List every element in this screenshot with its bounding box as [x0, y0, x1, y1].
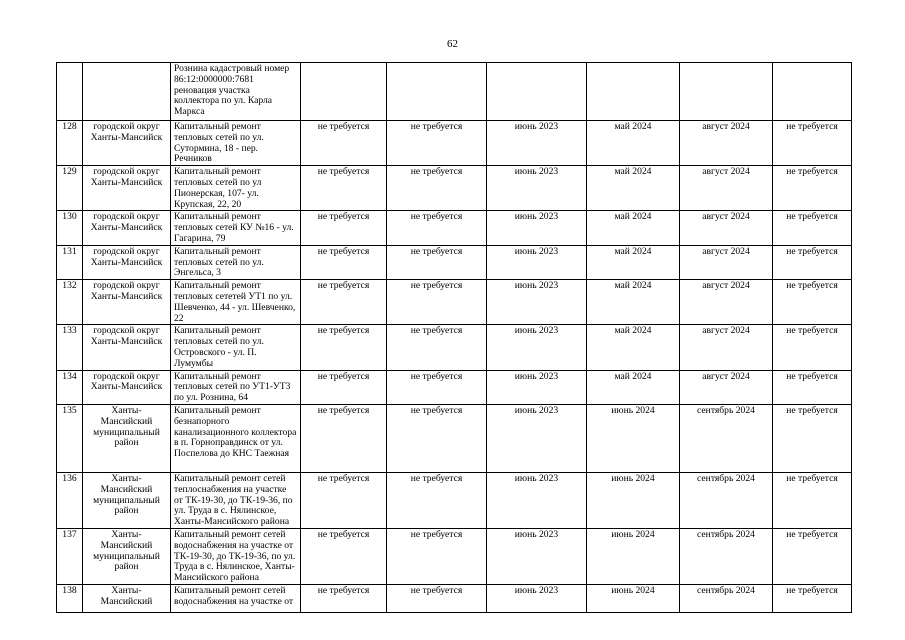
date-cell: июнь 2023	[487, 211, 587, 245]
table-cell	[680, 63, 773, 121]
approval-cell: не требуется	[387, 280, 487, 325]
approval-cell: не требуется	[301, 245, 387, 279]
district-cell: городской округ Ханты-Мансийск	[83, 121, 171, 166]
approval-cell: не требуется	[301, 528, 387, 584]
row-number: 131	[57, 245, 83, 279]
table-row	[57, 528, 852, 584]
date-cell: май 2024	[587, 121, 680, 166]
date-cell: июнь 2024	[587, 584, 680, 612]
approval-cell: не требуется	[387, 325, 487, 370]
district-cell: городской округ Ханты-Мансийск	[83, 211, 171, 245]
approval-cell: не требуется	[301, 370, 387, 404]
approval-cell: не требуется	[773, 472, 852, 528]
date-cell: июнь 2023	[487, 121, 587, 166]
date-cell: сентябрь 2024	[680, 528, 773, 584]
work-description-cell: Капитальный ремонт тепловых сетей по ул. Островского - ул. П. Лумумбы	[171, 325, 301, 370]
approval-cell: не требуется	[301, 121, 387, 166]
approval-cell: не требуется	[773, 166, 852, 211]
approval-cell: не требуется	[301, 166, 387, 211]
district-cell: городской округ Ханты-Мансийск	[83, 166, 171, 211]
approval-cell: не требуется	[387, 166, 487, 211]
approval-cell: не требуется	[387, 370, 487, 404]
approval-cell: не требуется	[773, 211, 852, 245]
table-row	[57, 584, 852, 612]
approval-cell: не требуется	[301, 584, 387, 612]
table-cell	[487, 63, 587, 121]
date-cell: сентябрь 2024	[680, 404, 773, 472]
date-cell: июнь 2023	[487, 325, 587, 370]
table-row	[57, 472, 852, 528]
district-cell	[83, 63, 171, 121]
district-cell: Ханты-Мансийский муниципальный район	[83, 404, 171, 472]
date-cell: август 2024	[680, 280, 773, 325]
date-cell: август 2024	[680, 245, 773, 279]
approval-cell: не требуется	[773, 584, 852, 612]
table-cell	[387, 63, 487, 121]
date-cell: июнь 2023	[487, 280, 587, 325]
date-cell: июнь 2024	[587, 472, 680, 528]
date-cell: август 2024	[680, 370, 773, 404]
row-number: 136	[57, 472, 83, 528]
work-description-cell: Капитальный ремонт тепловых сететей УТ1 по ул. Шевченко, 44 - ул. Шевченко, 22	[171, 280, 301, 325]
date-cell: июнь 2024	[587, 404, 680, 472]
approval-cell: не требуется	[387, 584, 487, 612]
date-cell: август 2024	[680, 325, 773, 370]
date-cell: май 2024	[587, 211, 680, 245]
approval-cell: не требуется	[773, 121, 852, 166]
district-cell: Ханты-Мансийский муниципальный район	[83, 472, 171, 528]
district-cell: Ханты-Мансийский муниципальный район	[83, 528, 171, 584]
district-cell: городской округ Ханты-Мансийск	[83, 370, 171, 404]
work-description-cell: Капитальный ремонт тепловых сетей по ул. Энгельса, 3	[171, 245, 301, 279]
approval-cell: не требуется	[301, 325, 387, 370]
date-cell: май 2024	[587, 245, 680, 279]
work-description-cell: Капитальный ремонт сетей теплоснабжения на участке от ТК-19-30, до ТК-19-36, по ул. Труда в с. Нялинское, Ханты-Мансийского района	[171, 472, 301, 528]
table-cell	[301, 63, 387, 121]
date-cell: июнь 2023	[487, 472, 587, 528]
row-number: 138	[57, 584, 83, 612]
table-row	[57, 325, 852, 370]
district-cell: Ханты-Мансийский	[83, 584, 171, 612]
date-cell: май 2024	[587, 370, 680, 404]
approval-cell: не требуется	[387, 404, 487, 472]
date-cell: август 2024	[680, 121, 773, 166]
approval-cell: не требуется	[301, 280, 387, 325]
approval-cell: не требуется	[387, 472, 487, 528]
work-description-cell: Капитальный ремонт сетей водоснабжения на участке от	[171, 584, 301, 612]
row-number	[57, 63, 83, 121]
date-cell: июнь 2023	[487, 584, 587, 612]
district-cell: городской округ Ханты-Мансийск	[83, 325, 171, 370]
row-number: 128	[57, 121, 83, 166]
approval-cell: не требуется	[773, 245, 852, 279]
table-row	[57, 166, 852, 211]
page-number: 62	[447, 38, 458, 50]
row-number: 134	[57, 370, 83, 404]
date-cell: май 2024	[587, 280, 680, 325]
schedule-table	[56, 62, 852, 613]
work-description-cell: Капитальный ремонт тепловых сетей КУ №16 - ул. Гагарина, 79	[171, 211, 301, 245]
work-description-cell: Капитальный ремонт тепловых сетей по ул. Сутормина, 18 - пер. Речников	[171, 121, 301, 166]
row-number: 129	[57, 166, 83, 211]
work-description-cell: Капитальный ремонт тепловых сетей по УТ1-УТ3 по ул. Рознина, 64	[171, 370, 301, 404]
date-cell: июнь 2023	[487, 245, 587, 279]
table-row	[57, 280, 852, 325]
approval-cell: не требуется	[387, 121, 487, 166]
date-cell: август 2024	[680, 211, 773, 245]
table-row	[57, 121, 852, 166]
approval-cell: не требуется	[773, 280, 852, 325]
approval-cell: не требуется	[301, 404, 387, 472]
approval-cell: не требуется	[387, 245, 487, 279]
approval-cell: не требуется	[773, 528, 852, 584]
row-number: 133	[57, 325, 83, 370]
work-description-cell: Рознина кадастровый номер 86:12:0000000:7681 реновация участка коллектора по ул. Карла Маркса	[171, 63, 301, 121]
table-cell	[773, 63, 852, 121]
row-number: 132	[57, 280, 83, 325]
date-cell: май 2024	[587, 325, 680, 370]
row-number: 135	[57, 404, 83, 472]
table-cell	[587, 63, 680, 121]
district-cell: городской округ Ханты-Мансийск	[83, 245, 171, 279]
date-cell: август 2024	[680, 166, 773, 211]
approval-cell: не требуется	[773, 370, 852, 404]
date-cell: июнь 2023	[487, 166, 587, 211]
approval-cell: не требуется	[387, 528, 487, 584]
approval-cell: не требуется	[301, 472, 387, 528]
approval-cell: не требуется	[773, 404, 852, 472]
date-cell: июнь 2023	[487, 404, 587, 472]
date-cell: сентябрь 2024	[680, 584, 773, 612]
approval-cell: не требуется	[301, 211, 387, 245]
date-cell: июнь 2024	[587, 528, 680, 584]
work-description-cell: Капитальный ремонт безнапорного канализационного коллектора в п. Горноправдинск от ул. Поспелова до КНС Таежная	[171, 404, 301, 472]
date-cell: май 2024	[587, 166, 680, 211]
approval-cell: не требуется	[387, 211, 487, 245]
approval-cell: не требуется	[773, 325, 852, 370]
date-cell: июнь 2023	[487, 370, 587, 404]
table-row	[57, 245, 852, 279]
table-row	[57, 63, 852, 121]
row-number: 137	[57, 528, 83, 584]
work-description-cell: Капитальный ремонт тепловых сетей по ул Пионерская, 107- ул. Крупская, 22, 20	[171, 166, 301, 211]
date-cell: сентябрь 2024	[680, 472, 773, 528]
district-cell: городской округ Ханты-Мансийск	[83, 280, 171, 325]
table-row	[57, 404, 852, 472]
row-number: 130	[57, 211, 83, 245]
date-cell: июнь 2023	[487, 528, 587, 584]
table-row	[57, 370, 852, 404]
work-description-cell: Капитальный ремонт сетей водоснабжения на участке от ТК-19-30, до ТК-19-36, по ул. Труда в с. Нялинское, Ханты-Мансийского района	[171, 528, 301, 584]
table-row	[57, 211, 852, 245]
